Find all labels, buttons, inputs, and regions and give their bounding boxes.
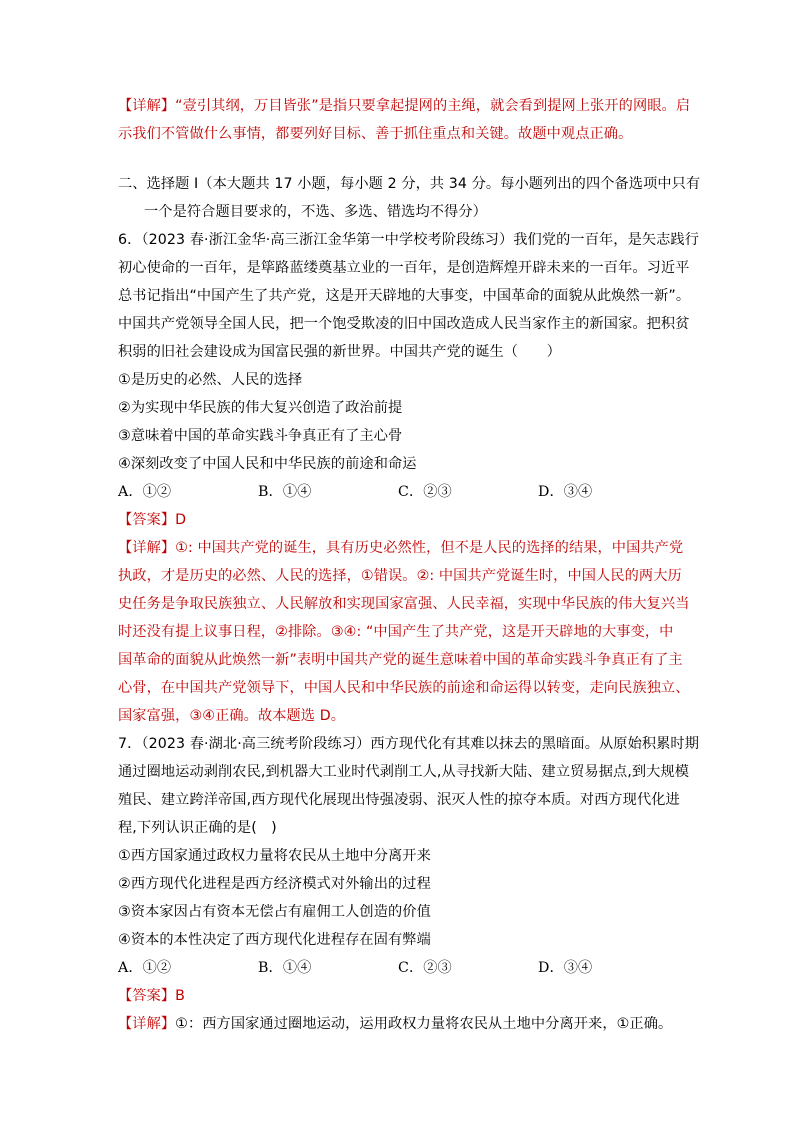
- question-stem: 殖民、建立跨洋帝国,西方现代化展现出恃强凌弱、泯灭人性的掠夺本质。对西方现代化进: [118, 792, 680, 808]
- answer-value: D: [175, 512, 187, 528]
- option-a: A．①②: [118, 960, 172, 976]
- answer-line: [118, 506, 688, 534]
- explain-text: ①: 中国共产党的诞生，具有历史必然性，但不是人民的选择的结果，中国共产党: [175, 540, 684, 556]
- statement: ①西方国家通过政权力量将农民从土地中分离开来: [118, 848, 431, 864]
- section-heading: [118, 170, 701, 226]
- question-stem: 初心使命的一百年，是筚路蓝缕奠基立业的一百年，是创造辉煌开辟未来的一百年。习近平: [118, 260, 690, 276]
- question-stem: 7．（2023 春·湖北·高三统考阶段练习）西方现代化有其难以抹去的黑暗面。从原始积累时期: [118, 736, 700, 752]
- option-d: D．③④: [538, 484, 593, 500]
- option-row: [118, 954, 688, 982]
- option-row: [118, 478, 688, 506]
- option-c: C．②③: [398, 484, 452, 500]
- statement: ④深刻改变了中国人民和中华民族的前途和命运: [118, 456, 417, 472]
- explain-text: 时还没有提上议事日程，②排除。③④: “中国产生了共产党，这是开天辟地的大事变，中: [118, 624, 674, 640]
- explain-text: 示我们不管做什么事情，都要列好目标、善于抓住重点和关键。故题中观点正确。: [118, 126, 633, 142]
- answer-label: 【答案】: [118, 988, 176, 1004]
- question-stem: 程,下列认识正确的是( ): [118, 820, 277, 836]
- question-stem: 积弱的旧社会建设成为国富民强的新世界。中国共产党的诞生（ ）: [118, 344, 561, 360]
- explain-label: 【详解】: [118, 98, 176, 114]
- answer-line: [118, 982, 688, 1010]
- option-b: B．①④: [258, 960, 312, 976]
- explain-text: 执政，才是历史的必然、人民的选择，①错误。②: 中国共产党诞生时，中国人民的两大历: [118, 568, 682, 584]
- option-c: C．②③: [398, 960, 452, 976]
- option-d: D．③④: [538, 960, 593, 976]
- explain-text: 史任务是争取民族独立、人民解放和实现国家富强、人民幸福，实现中华民族的伟大复兴当: [118, 596, 690, 612]
- question-stem: 通过圈地运动剥削农民,到机器大工业时代剥削工人,从寻找新大陆、建立贸易据点,到大规模: [118, 764, 690, 780]
- statement: ④资本的本性决定了西方现代化进程存在固有弊端: [118, 932, 431, 948]
- explain-text: ①：西方国家通过圈地运动，运用政权力量将农民从土地中分离开来，①正确。: [175, 1016, 673, 1032]
- section-title: 二、选择题 I（本大题共 17 小题，每小题 2 分，共 34 分。每小题列出的四个备选项中只有: [118, 176, 701, 192]
- statement: ②西方现代化进程是西方经济模式对外输出的过程: [118, 876, 431, 892]
- section-title-cont: 一个是符合题目要求的，不选、多选、错选均不得分）: [144, 204, 487, 220]
- question-6: [118, 226, 700, 730]
- statement: ③意味着中国的革命实践斗争真正有了主心骨: [118, 428, 403, 444]
- option-b: B．①④: [258, 484, 312, 500]
- explain-text: “壹引其纲，万目皆张”是指只要拿起提网的主绳，就会看到提网上张开的网眼。启: [175, 98, 691, 114]
- statement: ③资本家因占有资本无偿占有雇佣工人创造的价值: [118, 904, 431, 920]
- statement: ①是历史的必然、人民的选择: [118, 372, 303, 388]
- answer-label: 【答案】: [118, 512, 176, 528]
- statement: ②为实现中华民族的伟大复兴创造了政治前提: [118, 400, 403, 416]
- question-7: [118, 730, 700, 1038]
- question-stem: 6．（2023 春·浙江金华·高三浙江金华第一中学校考阶段练习）我们党的一百年，是矢志践行: [118, 232, 700, 248]
- question-stem: 总书记指出“中国产生了共产党，这是开天辟地的大事变，中国革命的面貌从此焕然一新”。: [118, 288, 691, 304]
- document-page: [118, 92, 701, 1038]
- option-a: A．①②: [118, 484, 172, 500]
- question-stem: 中国共产党领导全国人民，把一个饱受欺凌的旧中国改造成人民当家作主的新国家。把积贫: [118, 316, 690, 332]
- q5-explanation: [118, 92, 691, 148]
- answer-value: B: [175, 988, 185, 1004]
- explain-text: 国家富强，③④正确。故本题选 D。: [118, 708, 346, 724]
- explain-label: 【详解】: [118, 1016, 176, 1032]
- explain-label: 【详解】: [118, 540, 176, 556]
- explain-text: 国革命的面貌从此焕然一新”表明中国共产党的诞生意味着中国的革命实践斗争真正有了主: [118, 652, 683, 668]
- explain-text: 心骨，在中国共产党领导下，中国人民和中华民族的前途和命运得以转变，走向民族独立、: [118, 680, 690, 696]
